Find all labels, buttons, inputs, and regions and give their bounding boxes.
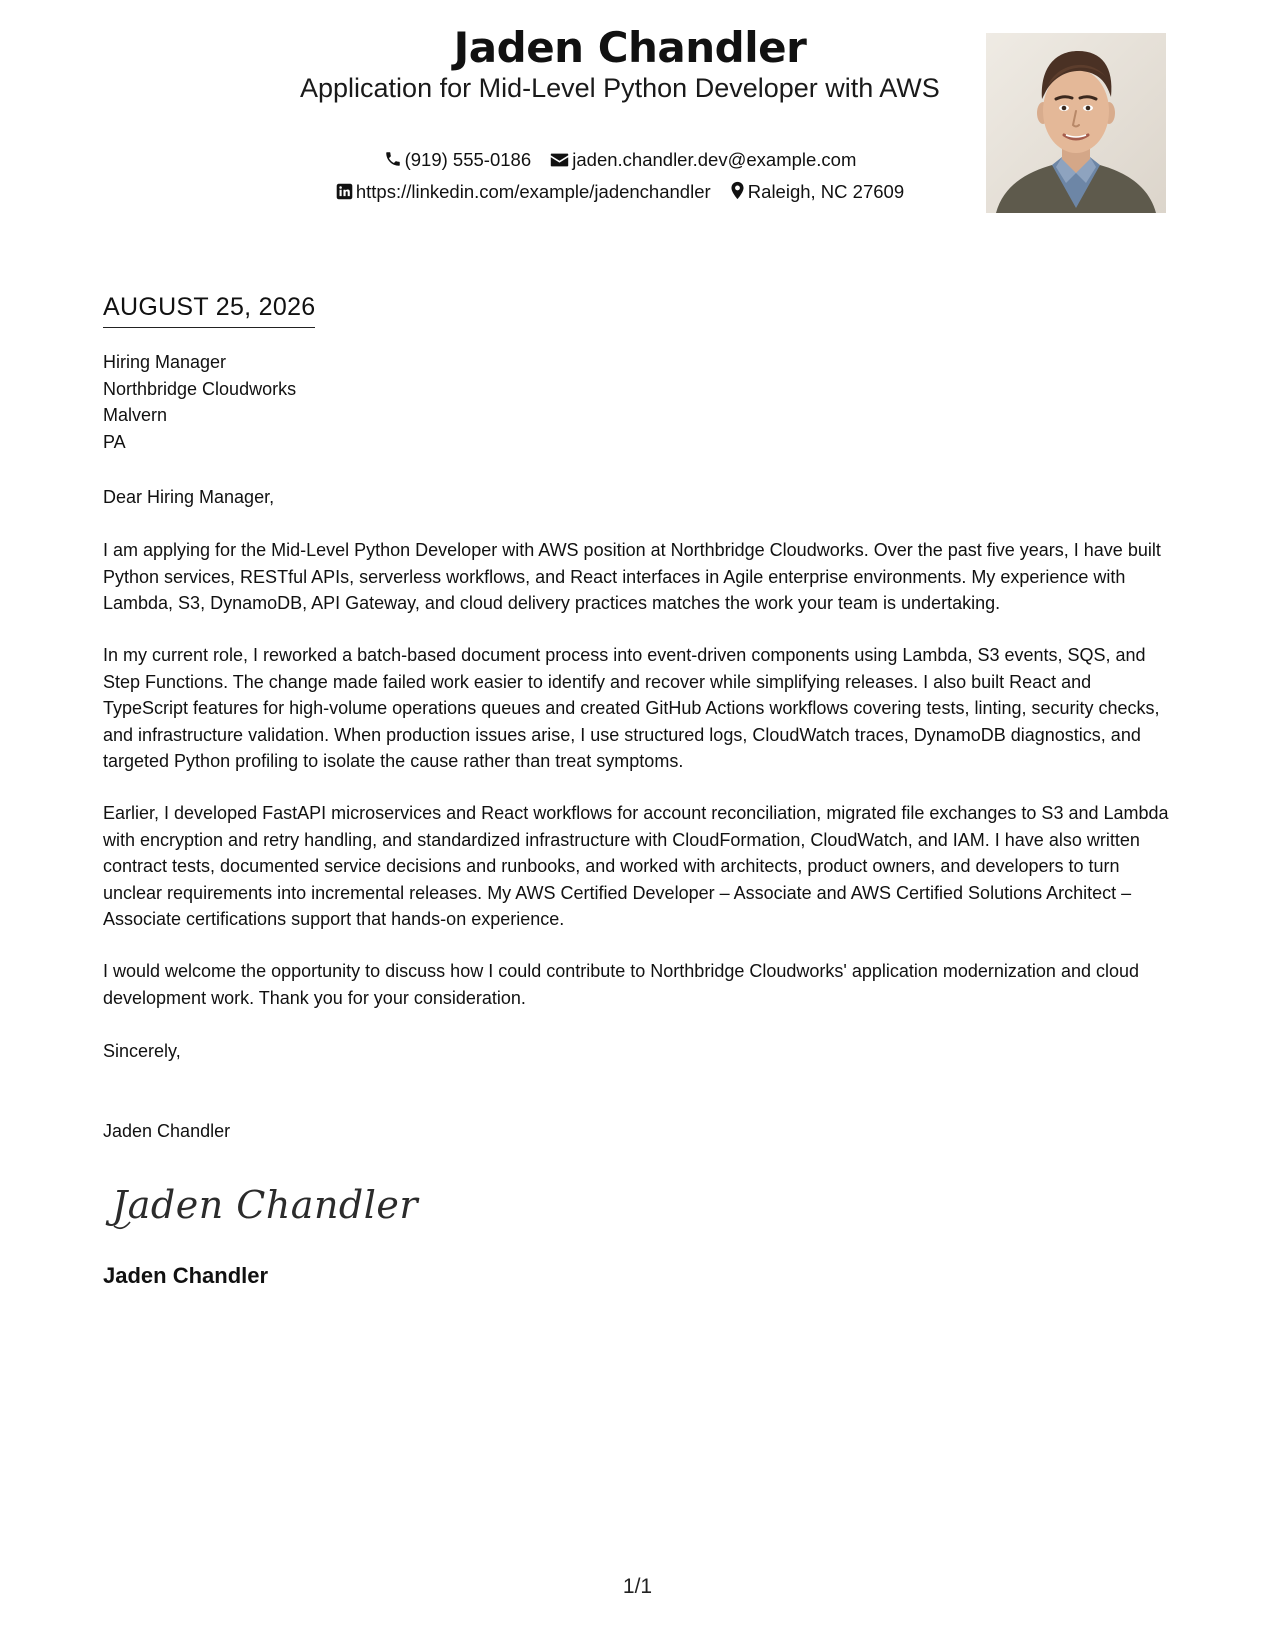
phone-contact bbox=[384, 148, 532, 172]
recipient-address bbox=[103, 349, 1175, 455]
paragraph-1: I am applying for the Mid-Level Python Developer with AWS position at Northbridge Cloudworks. Over the past five years, I have built Python services, RESTful APIs, serverless workflows, and React interfaces in Agile enterprise environments. My experience with Lambda, S3, DynamoDB, API Gateway, and cloud delivery practices matches the work your team is undertaking. bbox=[103, 540, 1161, 613]
contact-row-secondary bbox=[300, 180, 940, 204]
paragraph-4: I would welcome the opportunity to discuss how I could contribute to Northbridge Cloudworks' application modernization and cloud development work. Thank you for your consideration. bbox=[103, 961, 1140, 1008]
closing-name: Jaden Chandler bbox=[103, 1121, 231, 1141]
salutation: Dear Hiring Manager, bbox=[103, 487, 275, 507]
envelope-icon bbox=[550, 152, 569, 168]
handwritten-signature bbox=[108, 1176, 419, 1241]
map-pin-icon bbox=[730, 181, 745, 200]
recipient-state: PA bbox=[103, 431, 126, 452]
recipient-company: Northbridge Cloudworks bbox=[103, 378, 297, 399]
email-contact[interactable] bbox=[550, 148, 856, 172]
contact-row-primary bbox=[300, 148, 940, 172]
applicant-name: Jaden Chandler bbox=[453, 23, 807, 72]
linkedin-text[interactable]: https://linkedin.com/example/jadenchandler bbox=[355, 181, 711, 202]
letter-date: AUGUST 25, 2026 bbox=[103, 292, 315, 328]
closing: Sincerely, bbox=[103, 1041, 181, 1061]
signature-text: Jaden Chandler bbox=[112, 1183, 419, 1227]
paragraph-2: In my current role, I reworked a batch-based document process into event-driven components using Lambda, S3 events, SQS, and Step Functions. The change made failed work easier to identify and recover while simplifying releases. I also built React and TypeScript features for high-volume operations queues and created GitHub Actions workflows covering tests, linting, security checks, and infrastructure validation. When production issues arise, I use structured logs, CloudWatch traces, DynamoDB diagnostics, and targeted Python profiling to isolate the cause rather than treat symptoms. bbox=[103, 645, 1160, 771]
application-subtitle: Application for Mid-Level Python Developer with AWS bbox=[300, 73, 940, 103]
signature-block-name: Jaden Chandler bbox=[103, 1263, 269, 1288]
recipient-city: Malvern bbox=[103, 405, 168, 425]
portrait-image bbox=[986, 33, 1166, 213]
location-text: Raleigh, NC 27609 bbox=[747, 181, 905, 202]
linkedin-contact[interactable] bbox=[336, 180, 711, 204]
phone-text: (919) 555-0186 bbox=[404, 149, 532, 170]
email-text[interactable]: jaden.chandler.dev@example.com bbox=[572, 149, 857, 170]
phone-icon bbox=[384, 150, 402, 168]
recipient-title: Hiring Manager bbox=[103, 352, 227, 372]
linkedin-icon bbox=[336, 183, 353, 200]
paragraph-3: Earlier, I developed FastAPI microservices and React workflows for account reconciliation, migrated file exchanges to S3 and Lambda with encryption and retry handling, and standardized infrastructure with CloudFormation, CloudWatch, and IAM. I have also written contract tests, documented service decisions and runbooks, and worked with architects, product owners, and developers to turn unclear requirements into incremental releases. My AWS Certified Developer – Associate and AWS Certified Solutions Architect – Associate certifications support that hands-on experience. bbox=[103, 803, 1169, 929]
profile-photo bbox=[986, 33, 1166, 213]
page-number: 1/1 bbox=[622, 1575, 653, 1598]
location-contact bbox=[730, 180, 904, 204]
